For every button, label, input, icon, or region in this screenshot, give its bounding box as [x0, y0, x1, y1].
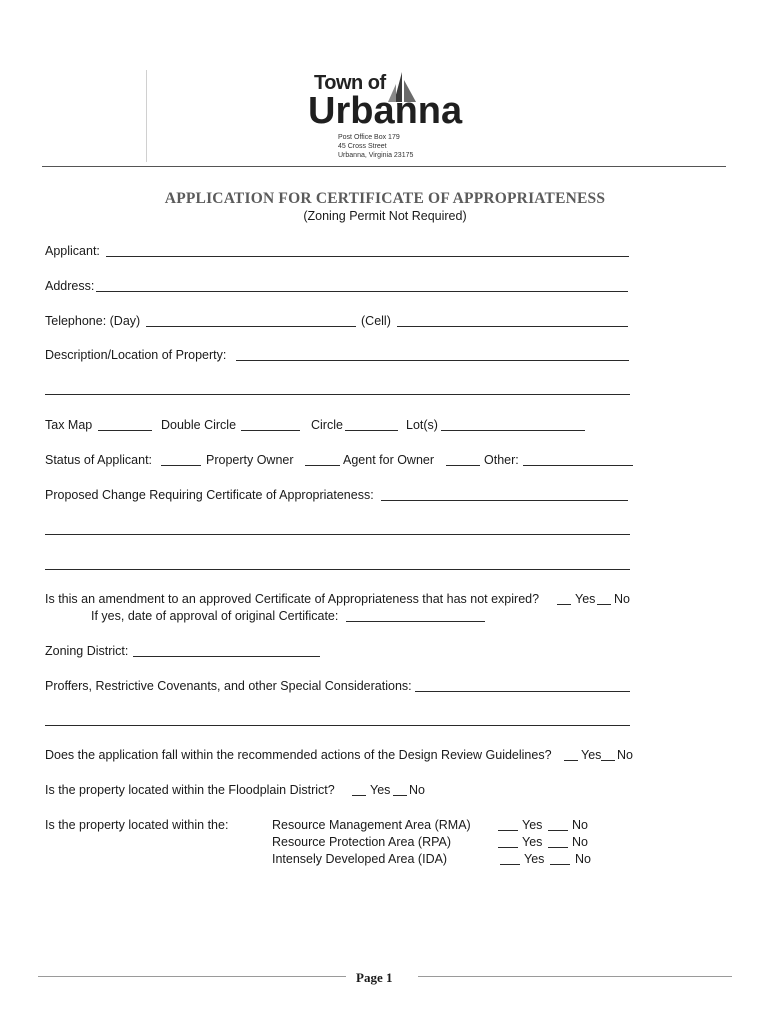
design-yes-checkbox[interactable]	[564, 760, 578, 761]
zoning-field[interactable]	[133, 656, 320, 657]
amendment-yes-checkbox[interactable]	[557, 604, 571, 605]
logo-town-name: Urbanna	[308, 90, 463, 132]
telephone-cell-field[interactable]	[397, 326, 628, 327]
design-no-checkbox[interactable]	[601, 760, 615, 761]
header-divider	[146, 70, 147, 162]
ida-yes-checkbox[interactable]	[500, 864, 520, 865]
other-checkbox[interactable]	[446, 465, 480, 466]
proffers-field-line2[interactable]	[45, 725, 630, 726]
other-label: Other:	[484, 453, 519, 467]
telephone-day-label: Telephone: (Day)	[45, 314, 141, 328]
amendment-date-field[interactable]	[346, 621, 485, 622]
form-title: APPLICATION FOR CERTIFICATE OF APPROPRIATENESS	[164, 190, 606, 207]
logo-address-line3: Urbanna, Virginia 23175	[338, 152, 414, 159]
ida-label: Intensely Developed Area (IDA)	[272, 852, 448, 866]
floodplain-yes-label: Yes	[370, 783, 391, 797]
design-no-label: No	[617, 748, 633, 762]
logo-town-of: Town of	[314, 72, 386, 94]
amendment-yes-label: Yes	[575, 592, 596, 606]
floodplain-no-checkbox[interactable]	[393, 795, 407, 796]
telephone-day-field[interactable]	[146, 326, 356, 327]
within-label: Is the property located within the:	[45, 818, 229, 832]
property-owner-label: Property Owner	[206, 453, 294, 467]
amendment-question: Is this an amendment to an approved Certificate of Appropriateness that has not expired?	[45, 592, 540, 606]
circle-label: Circle	[311, 418, 343, 432]
proposed-change-field[interactable]	[381, 500, 628, 501]
floodplain-question: Is the property located within the Floodplain District?	[45, 783, 335, 797]
other-field[interactable]	[523, 465, 633, 466]
floodplain-yes-checkbox[interactable]	[352, 795, 366, 796]
page-number: Page 1	[356, 970, 393, 985]
property-owner-checkbox[interactable]	[161, 465, 201, 466]
rma-yes-checkbox[interactable]	[498, 830, 518, 831]
applicant-field[interactable]	[106, 256, 629, 257]
zoning-label: Zoning District:	[45, 644, 129, 658]
applicant-label: Applicant:	[45, 244, 100, 258]
form-subtitle: (Zoning Permit Not Required)	[303, 209, 467, 223]
design-yes-label: Yes	[581, 748, 602, 762]
floodplain-no-label: No	[409, 783, 425, 797]
header-rule	[42, 166, 726, 167]
double-circle-field[interactable]	[241, 430, 300, 431]
rpa-no-checkbox[interactable]	[548, 847, 568, 848]
proposed-change-label: Proposed Change Requiring Certificate of Appropriateness:	[45, 488, 374, 502]
double-circle-label: Double Circle	[161, 418, 237, 432]
ida-no-checkbox[interactable]	[550, 864, 570, 865]
rpa-label: Resource Protection Area (RPA)	[272, 835, 452, 849]
rma-yes-label: Yes	[522, 818, 543, 832]
lots-label: Lot(s)	[406, 418, 438, 432]
rpa-yes-checkbox[interactable]	[498, 847, 518, 848]
proposed-change-field-line2[interactable]	[45, 534, 630, 535]
rma-no-checkbox[interactable]	[548, 830, 568, 831]
footer-rule-right	[418, 976, 732, 977]
tax-map-field[interactable]	[98, 430, 152, 431]
rma-no-label: No	[572, 818, 588, 832]
proffers-field[interactable]	[415, 691, 630, 692]
ida-no-label: No	[575, 852, 591, 866]
description-field[interactable]	[236, 360, 629, 361]
design-question: Does the application fall within the recommended actions of the Design Review Guidelines?	[45, 748, 552, 762]
description-label: Description/Location of Property:	[45, 348, 227, 362]
proposed-change-field-line3[interactable]	[45, 569, 630, 570]
logo-address-line2: 45 Cross Street	[338, 143, 387, 150]
address-field[interactable]	[96, 291, 628, 292]
telephone-cell-label: (Cell)	[361, 314, 391, 328]
proffers-label: Proffers, Restrictive Covenants, and other Special Considerations:	[45, 679, 412, 693]
rma-label: Resource Management Area (RMA)	[272, 818, 471, 832]
footer-rule-left	[38, 976, 346, 977]
agent-checkbox[interactable]	[305, 465, 340, 466]
amendment-no-label: No	[614, 592, 630, 606]
amendment-date-label: If yes, date of approval of original Certificate:	[91, 609, 339, 623]
tax-map-label: Tax Map	[45, 418, 93, 432]
amendment-no-checkbox[interactable]	[597, 604, 611, 605]
address-label: Address:	[45, 279, 95, 293]
circle-field[interactable]	[345, 430, 398, 431]
agent-label: Agent for Owner	[343, 453, 435, 467]
lots-field[interactable]	[441, 430, 585, 431]
description-field-line2[interactable]	[45, 394, 630, 395]
status-label: Status of Applicant:	[45, 453, 153, 467]
rpa-yes-label: Yes	[522, 835, 543, 849]
ida-yes-label: Yes	[524, 852, 545, 866]
logo-address-line1: Post Office Box 179	[338, 134, 400, 141]
rpa-no-label: No	[572, 835, 588, 849]
